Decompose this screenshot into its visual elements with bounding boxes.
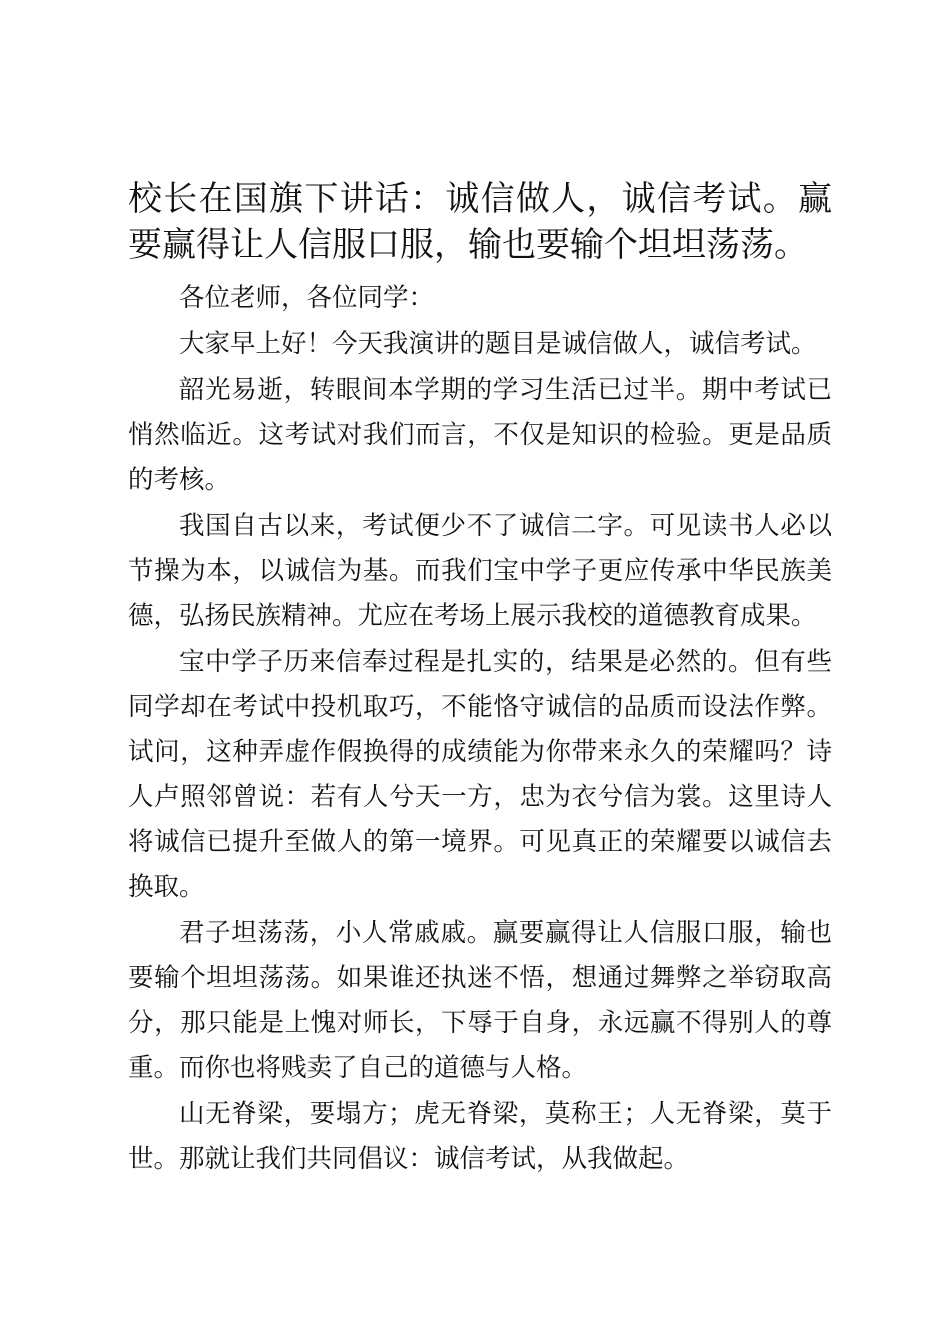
body-paragraph: 韶光易逝，转眼间本学期的学习生活已过半。期中考试已悄然临近。这考试对我们而言，不仅是知识的检验。更是品质的考核。 bbox=[128, 375, 832, 495]
body-paragraph: 宝中学子历来信奉过程是扎实的，结果是必然的。但有些同学却在考试中投机取巧，不能恪守诚信的品质而设法作弊。试问，这种弄虚作假换得的成绩能为你带来永久的荣耀吗？诗人卢照邻曾说：若有人兮天一方，忠为衣兮信为裳。这里诗人将诚信已提升至做人的第一境界。可见真正的荣耀要以诚信去换取。 bbox=[128, 647, 832, 902]
body-paragraph: 我国自古以来，考试便少不了诚信二字。可见读书人必以节操为本，以诚信为基。而我们宝中学子更应传承中华民族美德，弘扬民族精神。尤应在考场上展示我校的道德教育成果。 bbox=[128, 511, 832, 631]
document-title: 校长在国旗下讲话：诚信做人，诚信考试。赢要赢得让人信服口服，输也要输个坦坦荡荡。 bbox=[128, 179, 832, 265]
greeting-paragraph: 大家早上好！今天我演讲的题目是诚信做人，诚信考试。 bbox=[179, 329, 817, 359]
closing-paragraph: 山无脊梁，要塌方；虎无脊梁，莫称王；人无脊梁，莫于世。那就让我们共同倡议：诚信考试，从我做起。 bbox=[128, 1099, 832, 1174]
document-page bbox=[128, 176, 832, 1182]
body-paragraph: 君子坦荡荡，小人常戚戚。赢要赢得让人信服口服，输也要输个坦坦荡荡。如果谁还执迷不悟，想通过舞弊之举窃取高分，那只能是上愧对师长，下辱于自身，永远赢不得别人的尊重。而你也将贱卖了自己的道德与人格。 bbox=[128, 918, 832, 1083]
salutation-paragraph: 各位老师，各位同学： bbox=[179, 283, 435, 313]
